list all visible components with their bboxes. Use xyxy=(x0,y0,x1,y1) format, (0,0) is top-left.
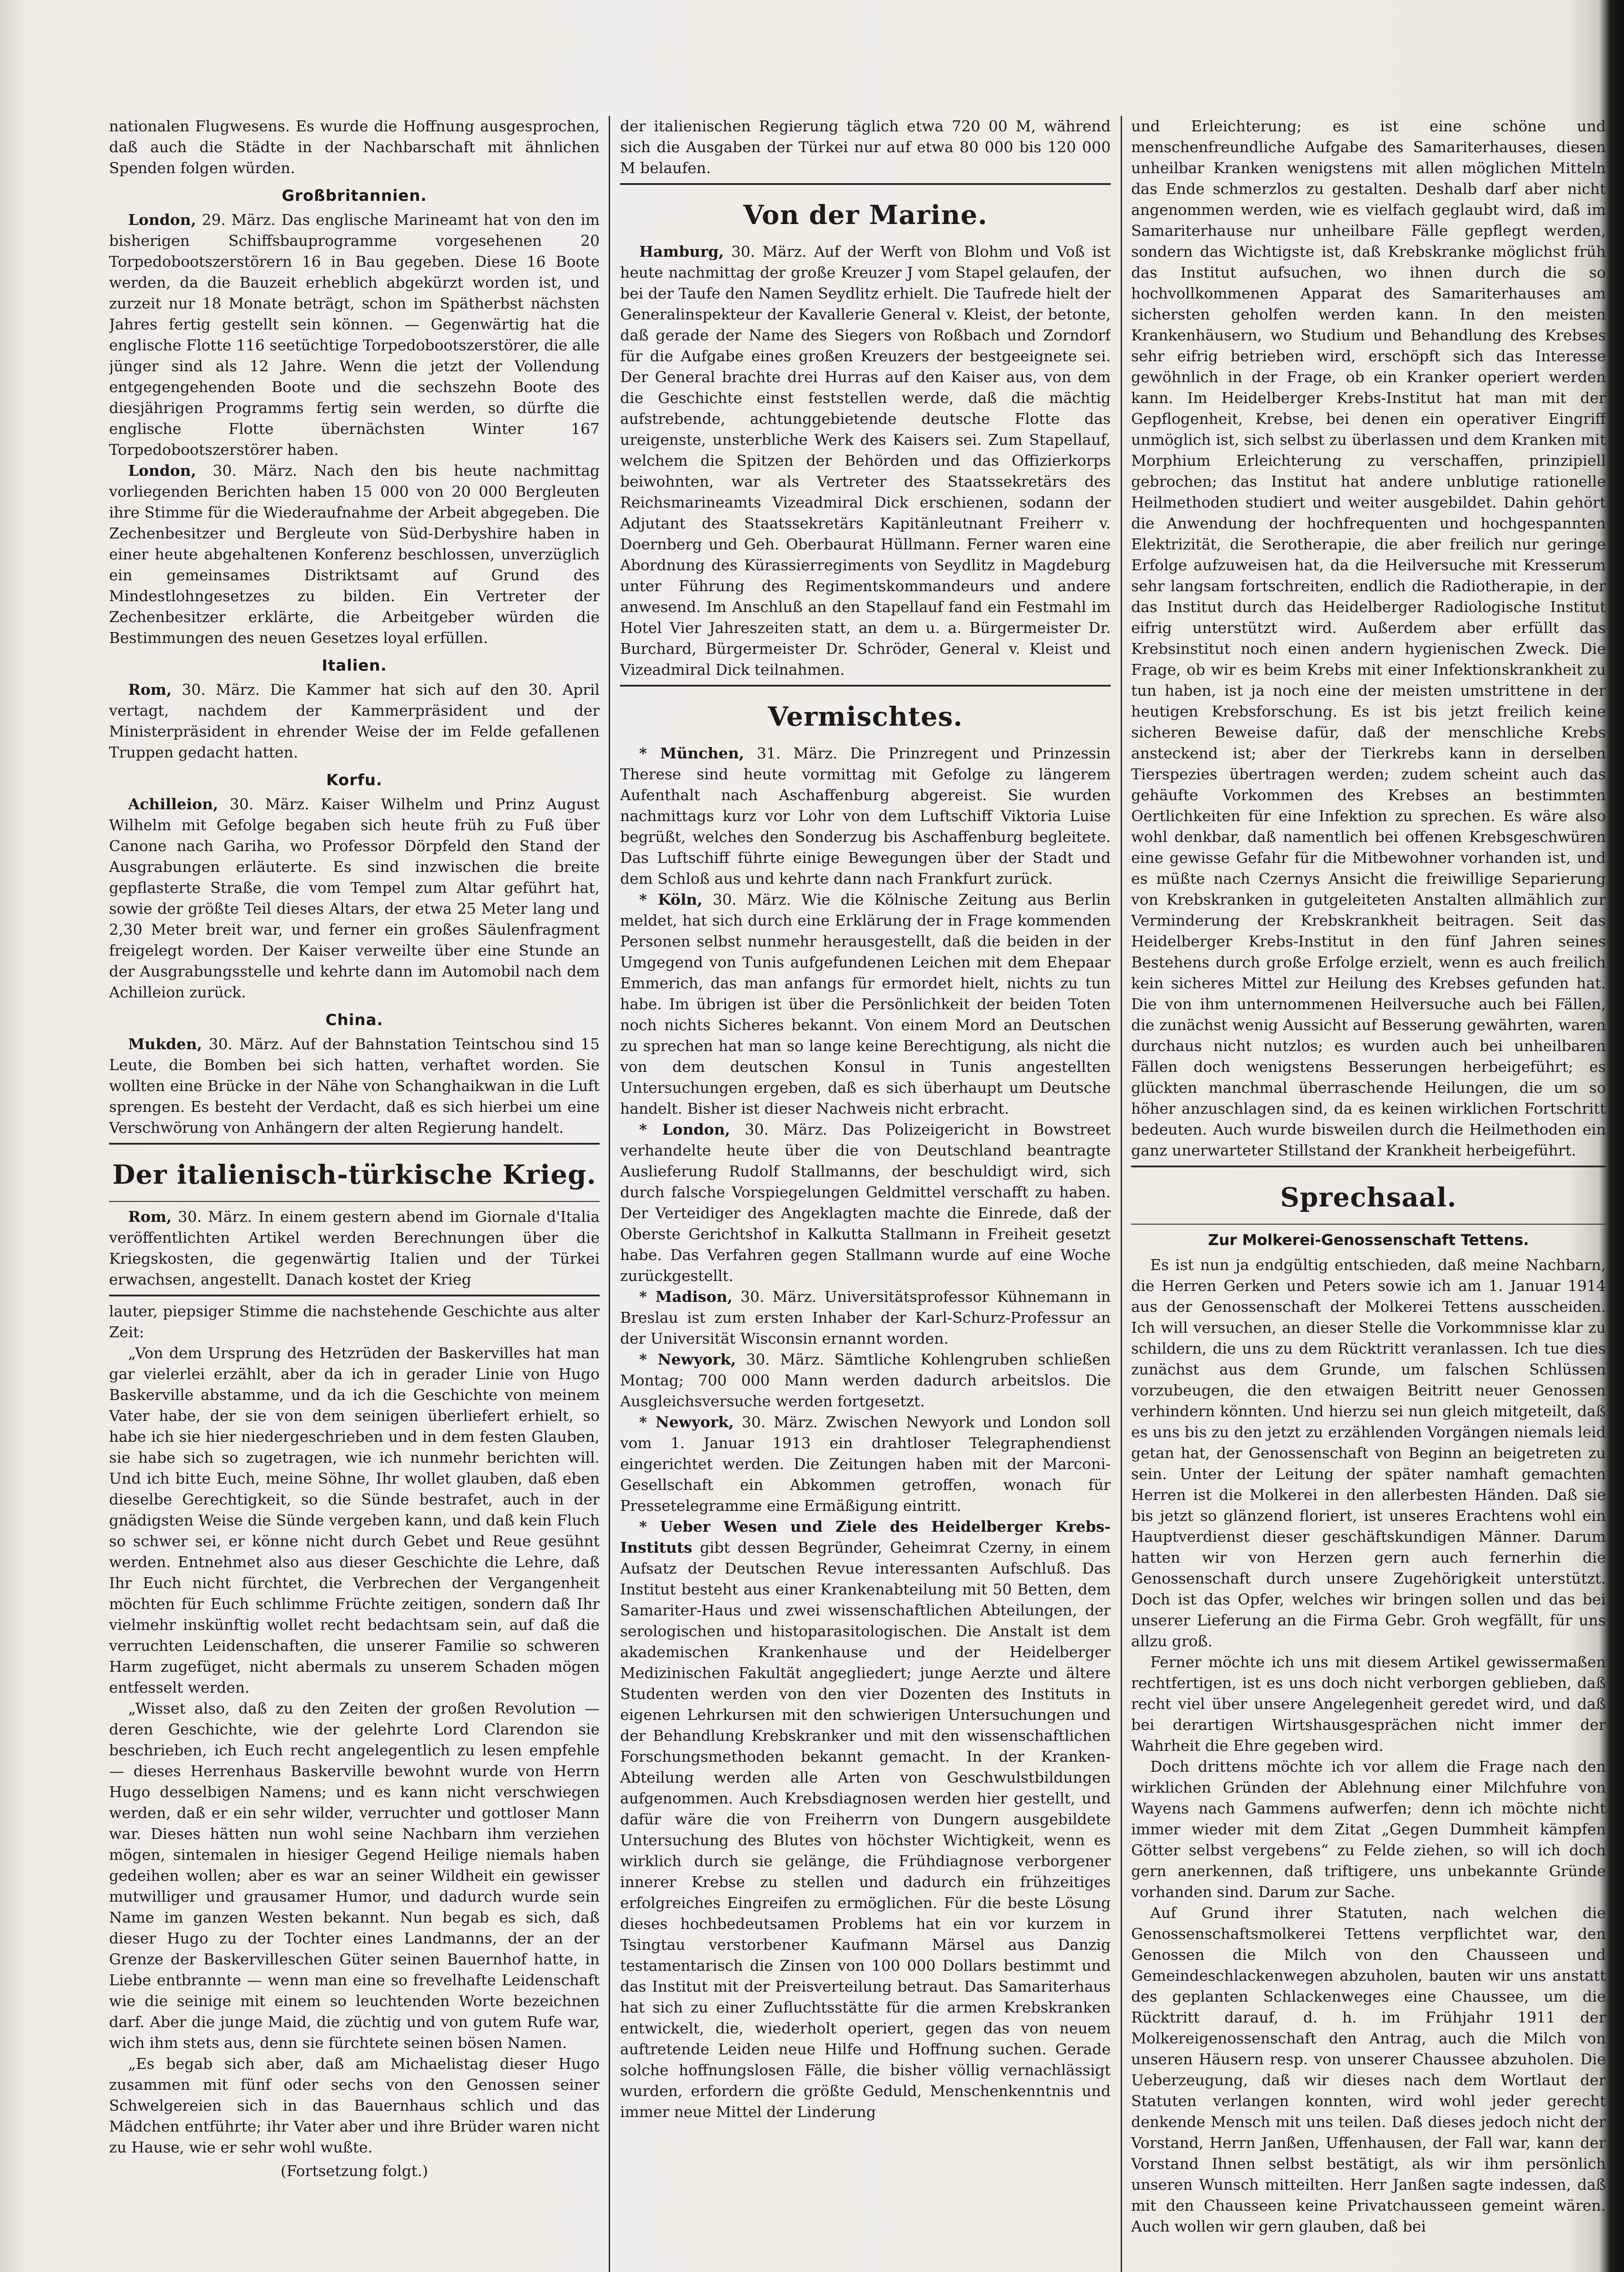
dateline-place: Achilleion, xyxy=(128,795,219,813)
paragraph-text: gibt dessen Begründer, Geheimrat Czerny, in einem Aufsatz der Deutschen Revue interessanten Aufschluß. Das Institut besteht aus einer Krankenabteilung mit 50 Betten, dem Samariter-Haus und zwei wissenschaftlichen Abteilungen, der serologischen und histoparasitologischen. Die Anstalt ist dem akademischen Krankenhause und der Heidelberger Medizinischen Fakultät angegliedert; junge Aerzte und ältere Studenten werden von den vier Dozenten des Instituts in eigenen Lehrkursen mit den schwierigen Untersuchungen und der Behandlung Krebskranker und mit den wissenschaftlichen Forschungsmethoden bekannt gemacht. In der Kranken-Abteilung werden alle Arten von Geschwulstbildungen aufgenommen. Auch Krebsdiagnosen werden hier gestellt, und dafür wäre die von Freiherrn von Dungern ausgebildete Untersuchung des Blutes von höchster Wichtigkeit, wenn es wirklich durch sie gelänge, die Frühdiagnose verborgener innerer Krebse zu stellen und dadurch ein frühzeitiges erfolgreiches Eingreifen zu ermöglichen. Für die beste Lösung dieses hochbedeutsamen Problems hat ein vor kurzem in Tsingtau verstorbener Kaufmann Märsel aus Danzig testamentarisch die Zinsen von 100 000 Dollars bestimmt und das Institut mit der Preisverteilung betraut. Das Samariterhaus hat sich zu einer Zufluchtsstätte für die armen Krebskranken entwickelt, die, wiederholt operiert, gegen das von neuem auftretende Leiden neue Hilfe und Hoffnung suchen. Gerade solche hoffnungslosen Fälle, die bisher völlig vernachlässigt wurden, erfordern die größte Geduld, Menschenkenntnis und immer neue Mittel der Linderung xyxy=(620,1539,1111,2121)
paragraph-text: 29. März. Das englische Marineamt hat von den im bisherigen Schiffsbauprogramme vorgesehenen 20 Torpedobootszerstörern 16 in Bau gegeben. Diese 16 Boote werden, da die Bauzeit erheblich abgekürzt worden ist, und zurzeit nur 18 Monate beträgt, schon im Spätherbst nächsten Jahres fertig gestellt sein können. — Gegenwärtig hat die englische Flotte 116 seetüchtige Torpedobootszerstörer, die alle jünger sind als 12 Jahre. Wenn die jetzt der Vollendung entgegengehenden Boote und die sechszehn Boote des diesjährigen Programms fertig sein werden, so dürfte die englische Flotte übernächsten Winter 167 Torpedobootszerstörer haben. xyxy=(109,211,600,458)
paragraph-intro: nationalen Flugwesens. Es wurde die Hoffnung ausgesprochen, daß auch die Städte in der Nachbarschaft mit ähnlichen Spenden folgen würden. xyxy=(109,117,600,177)
paragraph-london-1 xyxy=(109,209,600,460)
dateline-place: Rom, xyxy=(128,1208,172,1226)
dateline-place: Hamburg, xyxy=(639,243,724,260)
section-rule xyxy=(620,183,1111,185)
dateline-place: * Madison, xyxy=(639,1288,733,1305)
letter-paragraph-4: Auf Grund ihrer Statuten, nach welchen die Genossenschaftsmolkerei Tettens verpflichtet war, den Genossen die Milch von den Chausseen und Gemeindeschlackenwegen abzuholen, bauten wir uns anstatt des geplanten Schlackenweges eine Chaussee, um die Rücktritt darauf, d. h. im Frühjahr 1911 der Molkereigenossenschaft den Antrag, auch die Milch von unseren Häusern resp. von unserer Chaussee abzuholen. Die Ueberzeugung, daß wir dieses nach dem Wortlaut der Statuten verlangen konnten, wird wohl jeder gerecht denkende Mensch mit uns teilen. Daß dieses jedoch nicht der Vorstand, Herrn Janßen, Uffenhausen, der Fall war, kann der Vorstand Ihnen selbst bestätigt, als wir ihm persönlich unseren Wunsch mitteilten. Herr Janßen sagte indessen, daß mit den Chausseen keine Privatchausseen gemeint wären. Auch wollen wir gern glauben, daß bei xyxy=(1131,1904,1606,2235)
paragraph-mukden xyxy=(109,1034,600,1138)
paragraph-koeln xyxy=(620,889,1111,1119)
paragraph-heidelberg xyxy=(620,1516,1111,2123)
subheading-italy: Italien. xyxy=(322,657,387,675)
paragraph-madison xyxy=(620,1286,1111,1349)
subheading-china: China. xyxy=(325,1011,383,1029)
paragraph-text: 30. März. Auf der Werft von Blohm und Voß ist heute nachmittag der große Kreuzer J vom Stapel gelaufen, der bei der Taufe den Namen Seydlitz erhielt. Die Taufrede hielt der Generalinspekteur der Kavallerie General v. Kleist, der betonte, daß gerade der Name des Siegers von Roßbach und Zorndorf für die Aufgabe eines großen Kreuzers der bestgeeignete sei. Der General brachte drei Hurras auf den Kaiser aus, von dem die Geschichte einst feststellen werde, daß die mächtig aufstrebende, achtunggebietende deutsche Flotte das ureigenste, unsterbliche Werk des Kaisers sei. Zum Stapellauf, welchem die Spitzen der Behörden und das Offizierkorps beiwohnten, war als Vertreter des Staatssekretärs des Reichsmarineamts Vizeadmiral Dick erschienen, sodann der Adjutant des Staatssekretärs Kapitänleutnant Freiherr v. Doernberg und Geh. Oberbaurat Hüllmann. Ferner waren eine Abordnung des Kürassierregiments von Seydlitz in Magdeburg unter Führung des Regimentskommandeurs und andere anwesend. Im Anschluß an den Stapellauf fand ein Festmahl im Hotel Vier Jahreszeiten statt, an dem u. a. Bürgermeister Dr. Burchard, Bürgermeister Dr. Schröder, General v. Kleist und Vizeadmiral Dick teilnahmen. xyxy=(620,243,1111,678)
paragraph-war-cost-cont: der italienischen Regierung täglich etwa 720 00 M, während sich die Ausgaben der Türkei nur auf etwa 80 000 bis 120 000 M belaufen. xyxy=(620,117,1111,177)
paragraph-rom xyxy=(109,679,600,763)
novel-paragraph-1: lauter, piepsiger Stimme die nachstehende Geschichte aus alter Zeit: xyxy=(109,1302,600,1341)
paragraph-text: 30. März. Wie die Kölnische Zeitung aus Berlin meldet, hat sich durch eine Erklärung der in Frage kommenden Personen selbst nunmehr herausgestellt, daß die beiden in der Umgegend von Tunis aufgefundenen Leichen mit dem Ehepaar Emmerich, das man anfangs für ermordet hielt, nichts zu tun habe. Im übrigen ist über die Persönlichkeit der beiden Toten noch nichts Sicheres bekannt. Von einem Mord an Deutschen zu sprechen hat man so lange keine Berechtigung, als nicht die von dem deutschen Konsul in Tunis angestellten Untersuchungen ergeben, daß es sich überhaupt um Deutsche handelt. Bisher ist dieser Nachweis nicht erbracht. xyxy=(620,891,1111,1117)
letter-paragraph-3: Doch drittens möchte ich vor allem die Frage nach den wirklichen Gründen der Ablehnung einer Milchfuhre von Wayens nach Gammens aufwerfen; denn ich möchte nicht immer wieder mit dem Zitat „Gegen Dummheit kämpfen Götter selbst vergebens“ zu Felde ziehen, so will ich doch gern anerkennen, daß triftigere, uns unbekannte Gründe vorhanden sind. Darum zur Sache. xyxy=(1131,1758,1606,1901)
paragraph-newyork-1 xyxy=(620,1349,1111,1412)
paragraph-london xyxy=(620,1119,1111,1286)
newspaper-page xyxy=(98,98,1606,2272)
novel-paragraph-3: „Wisset also, daß zu den Zeiten der großen Revolution — deren Geschichte, wie der gelehrte Lord Clarendon sie beschrieben, ich Euch recht angelegentlich zu lesen empfehle — dieses Herrenhaus Baskerville bewohnt wurde von Herrn Hugo desselbigen Namens; und es kann nicht verschwiegen werden, daß er ein sehr wilder, verruchter und gottloser Mann war. Dieses hätten nun wohl seine Nachbarn ihm verziehen mögen, sintemalen in hiesiger Gegend Heilige niemals haben gedeihen wollen; aber es war an seiner Wildheit ein gewisser mutwilliger und grausamer Humor, und dadurch wurde sein Name im ganzen Westen bekannt. Nun begab es sich, daß dieser Hugo zu der Tochter eines Landmanns, der an der Grenze der Baskervilleschen Güter seinen Bauernhof hatte, in Liebe entbrannte — wenn man eine so frevelhafte Leidenschaft wie die seinige mit einem so leuchtenden Worte bezeichnen darf. Aber die junge Maid, die züchtig und von gutem Rufe war, wich ihm stets aus, denn sie fürchtete seinen bösen Namen. xyxy=(109,1699,600,2052)
column-1 xyxy=(109,116,600,2182)
paragraph-text: 30. März. In einem gestern abend im Giornale d'Italia veröffentlichten Artikel werden Berechnungen über die Kriegskosten, die gegenwärtig Italien und der Türkei erwachsen, angestellt. Danach kostet der Krieg xyxy=(109,1208,600,1288)
feuilleton-rule xyxy=(109,1295,600,1296)
paragraph-text: 30. März. Universitätsprofessor Kühnemann in Breslau ist zum ersten Inhaber der Karl-Schurz-Professur an der Universität Wisconsin ernannt worden. xyxy=(620,1288,1111,1347)
dateline-place: * Newyork, xyxy=(639,1413,734,1431)
dateline-place: * Ueber Wesen und Ziele des Heidelberger Krebs-Instituts xyxy=(620,1518,1111,1556)
paragraph-muenchen xyxy=(620,743,1111,889)
paragraph-text: 30. März. Kaiser Wilhelm und Prinz August Wilhelm mit Gefolge begaben sich heute früh zu Fuß über Canone nach Gariha, wo Professor Dörpfeld den Stand der Ausgrabungen erläuterte. Es sind inzwischen die breite gepflasterte Straße, die vom Tempel zum Altar geführt hat, sowie der größte Teil dieses Altars, der etwa 25 Meter lang und 2,30 Meter breit war, und ferner ein großes Säulenfragment freigelegt worden. Der Kaiser verweilte über eine Stunde an der Ausgrabungsstelle und kehrte dann im Automobil nach dem Achilleion zurück. xyxy=(109,795,600,1001)
paragraph-hamburg xyxy=(620,241,1111,680)
section-rule xyxy=(109,1143,600,1145)
paragraph-heidelberg-cont: und Erleichterung; es ist eine schöne und menschenfreundliche Aufgabe des Samariterhauses, diesen unheilbar Kranken wenigstens mit allen möglichen Mitteln das Ende schmerzlos zu gestalten. Deshalb darf aber nicht angenommen werden, wie es vielfach geglaubt wird, daß im Samariterhause nur unheilbare Fälle gepflegt werden, sondern das Wichtigste ist, daß Krebskranke möglichst früh das Institut aufsuchen, wo ihnen durch die so hochvollkommenen Apparat des Samariterhauses am sichersten geholfen werden kann. In den meisten Krankenhäusern, wo Studium und Behandlung des Krebses sehr eifrig betrieben wird, erschöpft sich das Interesse gewöhnlich in der Frage, ob ein Kranker operiert werden kann. Im Heidelberger Krebs-Institut hat man mit der Gepflogenheit, Krebse, bei denen ein operativer Eingriff unmöglich ist, sich selbst zu überlassen und dem Kranken mit Morphium Erleichterung zu verschaffen, prinzipiell gebrochen; das Institut hat andere unblutige rationelle Heilmethoden studiert und weiter ausgebildet. Dahin gehört die Anwendung der hochfrequenten und hochgespannten Elektrizität, die Serotherapie, die aber freilich nur geringe Erfolge aufzuweisen hat, da die Heilversuche mit Kresserum sehr langsam fortschreiten, endlich die Radiotherapie, in der das Institut durch das Heidelberger Radiologische Institut eifrig unterstützt wird. Außerdem aber erfüllt das Krebsinstitut noch einen andern hygienischen Zweck. Die Frage, ob wir es beim Krebs mit einer Infektionskrankheit zu tun haben, ist ja noch eine der meisten umstrittene in der heutigen Krebsforschung. Es ist bis jetzt freilich keine sicheren Beweise dafür, daß der menschliche Krebs ansteckend ist; aber der Tierkrebs kann in derselben Tierspezies übertragen werden; zudem scheint auch das gehäufte Vorkommen des Krebses an bestimmten Oertlichkeiten für eine Infektion zu sprechen. Es wäre also wohl denkbar, daß namentlich bei offenen Krebsgeschwüren eine gewisse Gefahr für die Mitbewohner vorhanden ist, und es müßte nach Czernys Ansicht die freiwillige Separierung von Krebskranken in gutgeleiteten Anstalten allmählich zur Verminderung der Krebskrankheit beitragen. Seit das Heidelberger Krebs-Institut in den fünf Jahren seines Bestehens durch große Erfolge erzielt, wenn es auch freilich kein sicheres Mittel zur Heilung des Krebses gefunden hat. Die von ihm unternommenen Heilversuche auch bei Fällen, die zunächst wenig Aussicht auf Besserung gewährten, waren durchaus nicht nutzlos; es wurden auch bei unheilbaren Fällen doch wenigstens Besserungen herbeigeführt; es glückten manchmal überraschende Heilungen, die um so höher anzuschlagen sind, da es keinen wirklichen Fortschritt bedeuten. Auch wurde bisweilen durch die Heilmethoden ein ganz unerwarteter Stillstand der Krankheit herbeigeführt. xyxy=(1131,117,1606,1159)
paragraph-text: 30. März. Das Polizeigericht in Bowstreet verhandelte heute über die von Deutschland beantragte Auslieferung Rudolf Stallmanns, der beschuldigt wird, sich durch falsche Vorspiegelungen Geldmittel verschafft zu haben. Der Verteidiger des Angeklagten machte die Einrede, daß der Oberste Gerichtshof in Kalkutta Stallmann in Freiheit gesetzt habe. Das Verfahren gegen Stallmann wurde auf eine Woche zurückgestellt. xyxy=(620,1121,1111,1285)
dateline-place: London, xyxy=(128,211,196,229)
dateline-place: London, xyxy=(128,462,196,479)
paragraph-text: 30. März. Auf der Bahnstation Teintschou sind 15 Leute, die Bomben bei sich hatten, verhaftet worden. Sie wollten eine Brücke in der Nähe von Schanghaikwan in die Luft sprengen. Es besteht der Verdacht, daß es sich hierbei um eine Verschwörung von Anhängern der alten Regierung handelt. xyxy=(109,1035,600,1136)
paragraph-text: 30. März. Sämtliche Kohlengruben schließen Montag; 700 000 Mann werden dadurch arbeitslos. Die Ausgleichsversuche werden fortgesetzt. xyxy=(620,1350,1111,1410)
subheading-dairy-cooperative: Zur Molkerei-Genossenschaft Tettens. xyxy=(1208,1231,1529,1249)
paragraph-war-cost xyxy=(109,1206,600,1290)
headline-italo-turkish-war: Der italienisch-türkische Krieg. xyxy=(112,1159,596,1190)
headline-navy: Von der Marine. xyxy=(743,199,988,230)
paragraph-london-2 xyxy=(109,460,600,648)
subheading-great-britain: Großbritannien. xyxy=(282,187,427,205)
section-rule xyxy=(1131,1166,1606,1167)
dateline-place: * Newyork, xyxy=(639,1350,736,1368)
dateline-place: Rom, xyxy=(128,681,172,698)
novel-paragraph-4: „Es begab sich aber, daß am Michaelistag dieser Hugo zusammen mit fünf oder sechs von den Genossen seiner Schwelgereien sich in das Bauernhaus schlich und das Mädchen entführte; ihr Vater aber und ihre Brüder waren nicht zu Hause, wie er sehr wohl wußte. xyxy=(109,2055,600,2156)
letter-paragraph-2: Ferner möchte ich uns mit diesem Artikel gewissermaßen rechtfertigen, ist es uns doch nicht verborgen geblieben, daß recht viel über unsere Angelegenheit geredet wird, und daß bei derartigen Wirtshausgesprächen nicht immer der Wahrheit die Ehre gegeben wird. xyxy=(1131,1653,1606,1754)
dateline-place: * München, xyxy=(639,744,745,762)
continuation-note: (Fortsetzung folgt.) xyxy=(280,2162,428,2180)
paragraph-newyork-2 xyxy=(620,1412,1111,1516)
headline-rule xyxy=(1131,1224,1606,1225)
dateline-place: * London, xyxy=(639,1121,730,1138)
novel-paragraph-2: „Von dem Ursprung des Hetzrüden der Baskervilles hat man gar vielerlei erzählt, aber da ich in gerader Linie von Hugo Baskerville abstamme, und da ich die Geschichte von meinem Vater habe, der sie von dem seinigen überliefert erhielt, so habe ich sie hier niedergeschrieben und in dem festen Glauben, sie habe sich so zugetragen, wie ich nunmehr berichten will. Und ich bitte Euch, meine Söhne, Ihr wollet glauben, daß eben dieselbe Gerechtigkeit, so die Sünde bestrafet, auch in der gnädigsten Weise die Sünde vergeben kann, und daß kein Fluch so schwer sei, er könne nicht durch Gebet und Reue gesühnt werden. Entnehmet also aus dieser Geschichte die Lehre, daß Ihr Euch nicht fürchtet, die Verbrechen der Vergangenheit möchten für Euch schlimme Früchte zeitigen, sondern daß Ihr vielmehr inskünftig wollet recht bedachtsam sein, auf daß die verruchten Leidenschaften, die unserer Familie so schweren Harm zugefüget, nicht abermals zu unserem Schaden mögen entfesselt werden. xyxy=(109,1344,600,1696)
paragraph-text: 30. März. Nach den bis heute nachmittag vorliegenden Berichten haben 15 000 von 20 000 Bergleuten ihre Stimme für die Wiederaufnahme der Arbeit abgegeben. Die Zechenbesitzer und Bergleute von Süd-Derbyshire haben in einer heute abgehaltenen Konferenz beschlossen, unverzüglich ein gemeinsames Distriktsamt auf Grund des Mindestlohngesetzes zu bilden. Ein Vertreter der Zechenbesitzer erklärte, die Arbeitgeber würden die Bestimmungen des neuen Gesetzes loyal erfüllen. xyxy=(109,462,600,647)
letter-paragraph-1: Es ist nun ja endgültig entschieden, daß meine Nachbarn, die Herren Gerken und Peters sowie ich am 1. Januar 1914 aus der Genossenschaft der Molkerei Tettens ausscheiden. Ich will versuchen, an dieser Stelle die Vorkommnisse klar zu schildern, die uns zu dem Rücktritt veranlassen. Ich tue dies zunächst aus dem Grunde, um falschen Schlüssen vorzubeugen, die den etwaigen Beitritt neuer Genossen verhindern könnten. Und hierzu sei nun gleich mitgeteilt, daß es uns bis zu den jetzt zu erzählenden Vorgängen niemals leid getan hat, der Genossenschaft von Beginn an beigetreten zu sein. Unter der Leitung der später namhaft gemachten Herren ist die Molkerei in den allerbesten Händen. Daß sie bis jetzt so glänzend floriert, ist unseres Erachtens wohl ein Hauptverdienst dieser geschäftskundigen Männer. Darum hatten wir von Herzen gern auch fernerhin die Genossenschaft durch unsere Zugehörigkeit unterstützt. Doch ist das Opfer, welches wir bringen sollen und das bei unserer Lieferung an die Firma Gebr. Groh wegfällt, für uns allzu groß. xyxy=(1131,1256,1606,1650)
column-3 xyxy=(1131,116,1606,2237)
paragraph-text: 30. März. Die Kammer hat sich auf den 30. April vertagt, nachdem der Kammerpräsident und der Ministerpräsident in ehrender Weise der im Felde gefallenen Truppen gedacht hatten. xyxy=(109,681,600,761)
column-rule-1 xyxy=(609,116,610,2272)
subheading-korfu: Korfu. xyxy=(326,771,382,789)
paragraph-text: 31. März. Die Prinzregent und Prinzessin Therese sind heute vormittag mit Gefolge zu längerem Aufenthalt nach Aschaffenburg abgereist. Sie wurden nachmittags kurz vor Lohr von dem Luftschiff Viktoria Luise begrüßt, welches den Sonderzug bis Aschaffenburg begleitete. Das Luftschiff führte einige Bewegungen über der Stadt und dem Schloß aus und kehrte dann nach Frankfurt zurück. xyxy=(620,744,1111,887)
dateline-place: Mukden, xyxy=(128,1035,202,1053)
headline-letters: Sprechsaal. xyxy=(1280,1182,1457,1213)
paragraph-text: 30. März. Zwischen Newyork und London soll vom 1. Januar 1913 ein drahtloser Telegraphendienst eingerichtet werden. Die Zeitungen haben mit der Marconi-Gesellschaft ein Abkommen getroffen, wonach für Pressetelegramme eine Ermäßigung eintritt. xyxy=(620,1413,1111,1515)
column-2 xyxy=(620,116,1111,2123)
dateline-place: * Köln, xyxy=(639,891,703,908)
paragraph-achilleion xyxy=(109,794,600,1003)
headline-rule xyxy=(109,1201,600,1202)
section-rule xyxy=(620,685,1111,687)
column-rule-2 xyxy=(1121,116,1122,2272)
headline-miscellaneous: Vermischtes. xyxy=(768,701,963,732)
